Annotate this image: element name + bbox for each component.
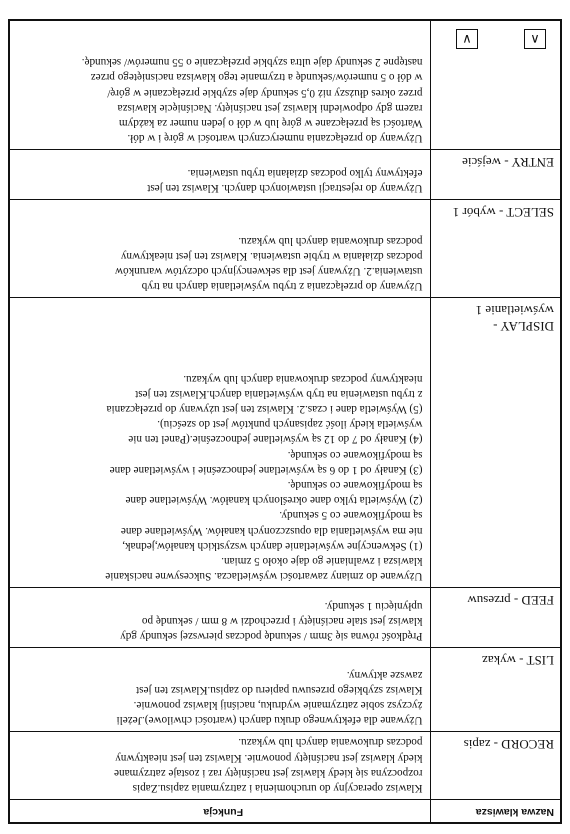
desc-line: podczas drukowania danych lub wykazu.	[238, 234, 423, 247]
desc-line: (3) Kanały od 1 do 6 są wyświetlane jednocześnie i wyświetlane dane	[109, 463, 423, 476]
desc-line: następne 2 sekundy daje ultra szybkie przełączanie o 55 numerów/ sekundę.	[81, 56, 423, 69]
desc-line: z trybu ustawienia na tryb wyświetlania danych.Klawisz ten jest	[135, 387, 423, 400]
desc-line: Klawisz szybkiego przesuwu papieru do zapisu.Klawisz ten jest	[136, 683, 423, 696]
table-row-entry	[9, 150, 561, 200]
desc-line: kiedy klawisz jest naciśnięty ponownie. Klawisz ten jest nieaktywny	[115, 751, 423, 764]
key-name-record: RECORD - zapis	[431, 732, 561, 800]
header-key-name: Nazwa klawisza	[431, 800, 561, 824]
function-arrows	[9, 20, 431, 150]
up-arrow-key-icon: ∧	[524, 29, 546, 49]
desc-line: przez okres dłuższy niż 0,5 sekundy daje szybkie przełączanie w górę/	[107, 86, 423, 99]
arrow-keys-group	[438, 25, 555, 49]
key-name-select: SELECT - wybór 1	[431, 200, 561, 298]
desc-line: Używany do rejestracji ustawionych danych. Klawisz ten jest	[147, 182, 423, 195]
key-name-display	[431, 298, 561, 588]
desc-line: klawisza i zwalnianie go daje około 5 zmian.	[221, 554, 423, 567]
desc-line: Klawisz operacyjny do uruchomienia i zatrzymania zapisu.Zapis	[132, 782, 423, 794]
function-select	[9, 200, 431, 298]
table-row-record	[9, 732, 561, 800]
key-name-entry: ENTRY - wejście	[431, 150, 561, 200]
desc-line: życzysz sobie zatrzymanie wydruku, naciśnij klawisz ponownie.	[133, 698, 423, 711]
desc-line: Używany do przełączania numerycznych wartości w górę i w dół.	[127, 132, 423, 145]
table-row-display	[9, 298, 561, 588]
desc-line: rozpoczyna się kiedy klawisz jest naciśnięty raz i zostaje zatrzymane	[114, 766, 423, 779]
function-feed	[9, 588, 431, 648]
desc-line: klawisz jest stale naciśnięty i przechodzi w 8 mm / sekundę po	[141, 614, 423, 627]
desc-line: razem gdy odpowiedni klawisz jest naciśnięty. Naciśnięcie klawisza	[117, 101, 423, 114]
desc-line: podczas drukowania danych lub wykazu.	[238, 736, 423, 749]
key-name-display-line2: wyświetlanie 1	[475, 303, 554, 319]
desc-line: zawsze aktywny.	[346, 668, 423, 681]
table-row-select	[9, 200, 561, 298]
function-list	[9, 648, 431, 732]
desc-line: Używane do zmiany zawartości wyświetlacza. Sukcesywne naciskanie	[105, 570, 423, 583]
desc-line: wyświetla kiedy ilość zapisanych punktów jest do sześciu).	[157, 418, 423, 431]
desc-line: Używane dla efektywnego druku danych (wartości chwilowe).Jeżeli	[116, 714, 423, 727]
table-row-feed	[9, 588, 561, 648]
key-name-list: LIST - wykaz	[431, 648, 561, 732]
function-display	[9, 298, 431, 588]
key-function-table	[8, 19, 562, 824]
desc-line: (5) Wyświetla dane i czas.2. Klawisz ten jest używany do przełączania	[106, 402, 423, 415]
desc-line: nie ma wyświetlania dla opuszczonych kanałów. Wyświetlane dane	[120, 524, 423, 537]
desc-line: podczas działania w trybie ustawienia. Klawisz ten jest nieaktywny	[120, 249, 423, 262]
desc-line: (4) Kanały od 7 do 12 są wyświetlane jednocześnie.(Panel ten nie	[128, 433, 423, 446]
header-function: Funkcja	[9, 800, 431, 824]
desc-line: Prędkość równa się 3mm / sekundę podczas pierwszej sekundy gdy	[120, 630, 423, 643]
desc-line: nieaktywny podczas drukowania danych lub wykazu.	[183, 372, 423, 385]
desc-line: są modyfikowane co sekundę.	[287, 448, 423, 461]
desc-line: (1) Sekwencyjne wyświetlanie danych wszystkich kanałów,jednak,	[122, 539, 423, 552]
function-entry	[9, 150, 431, 200]
desc-line: Wartości są przełączane w górę lub w dół o jeden numer za każdym	[118, 116, 423, 129]
key-name-display-line1: DISPLAY -	[493, 319, 554, 335]
down-arrow-key-icon: ∨	[456, 29, 478, 49]
key-name-feed: FEED - przesuw	[431, 588, 561, 648]
function-record	[9, 732, 431, 800]
desc-line: Używany do przełączania z trybu wyświetlania danych na tryb	[141, 280, 423, 293]
desc-line: ustawienia.2. Używany jest dla sekwencyjnych odczytów warunków	[114, 264, 423, 277]
desc-line: w dół o 5 numerów/sekundę a trzymanie tego klawisza nacisniętego przez	[90, 71, 423, 84]
desc-line: są modyfikowane co sekundę.	[287, 478, 423, 491]
table-header-row	[9, 800, 561, 824]
table-row-arrows	[9, 20, 561, 150]
desc-line: upłynięciu 1 sekundy.	[324, 599, 423, 612]
key-name-arrows	[431, 20, 561, 150]
table-row-list	[9, 648, 561, 732]
desc-line: efektywny tylko podczas działania trybu ustawienia.	[187, 166, 423, 179]
desc-line: (2) Wyświetla tylko dane określonych kanałów. Wyświetlane dane	[125, 494, 423, 507]
desc-line: są modyfikowane co 5 sekundy.	[279, 509, 423, 522]
